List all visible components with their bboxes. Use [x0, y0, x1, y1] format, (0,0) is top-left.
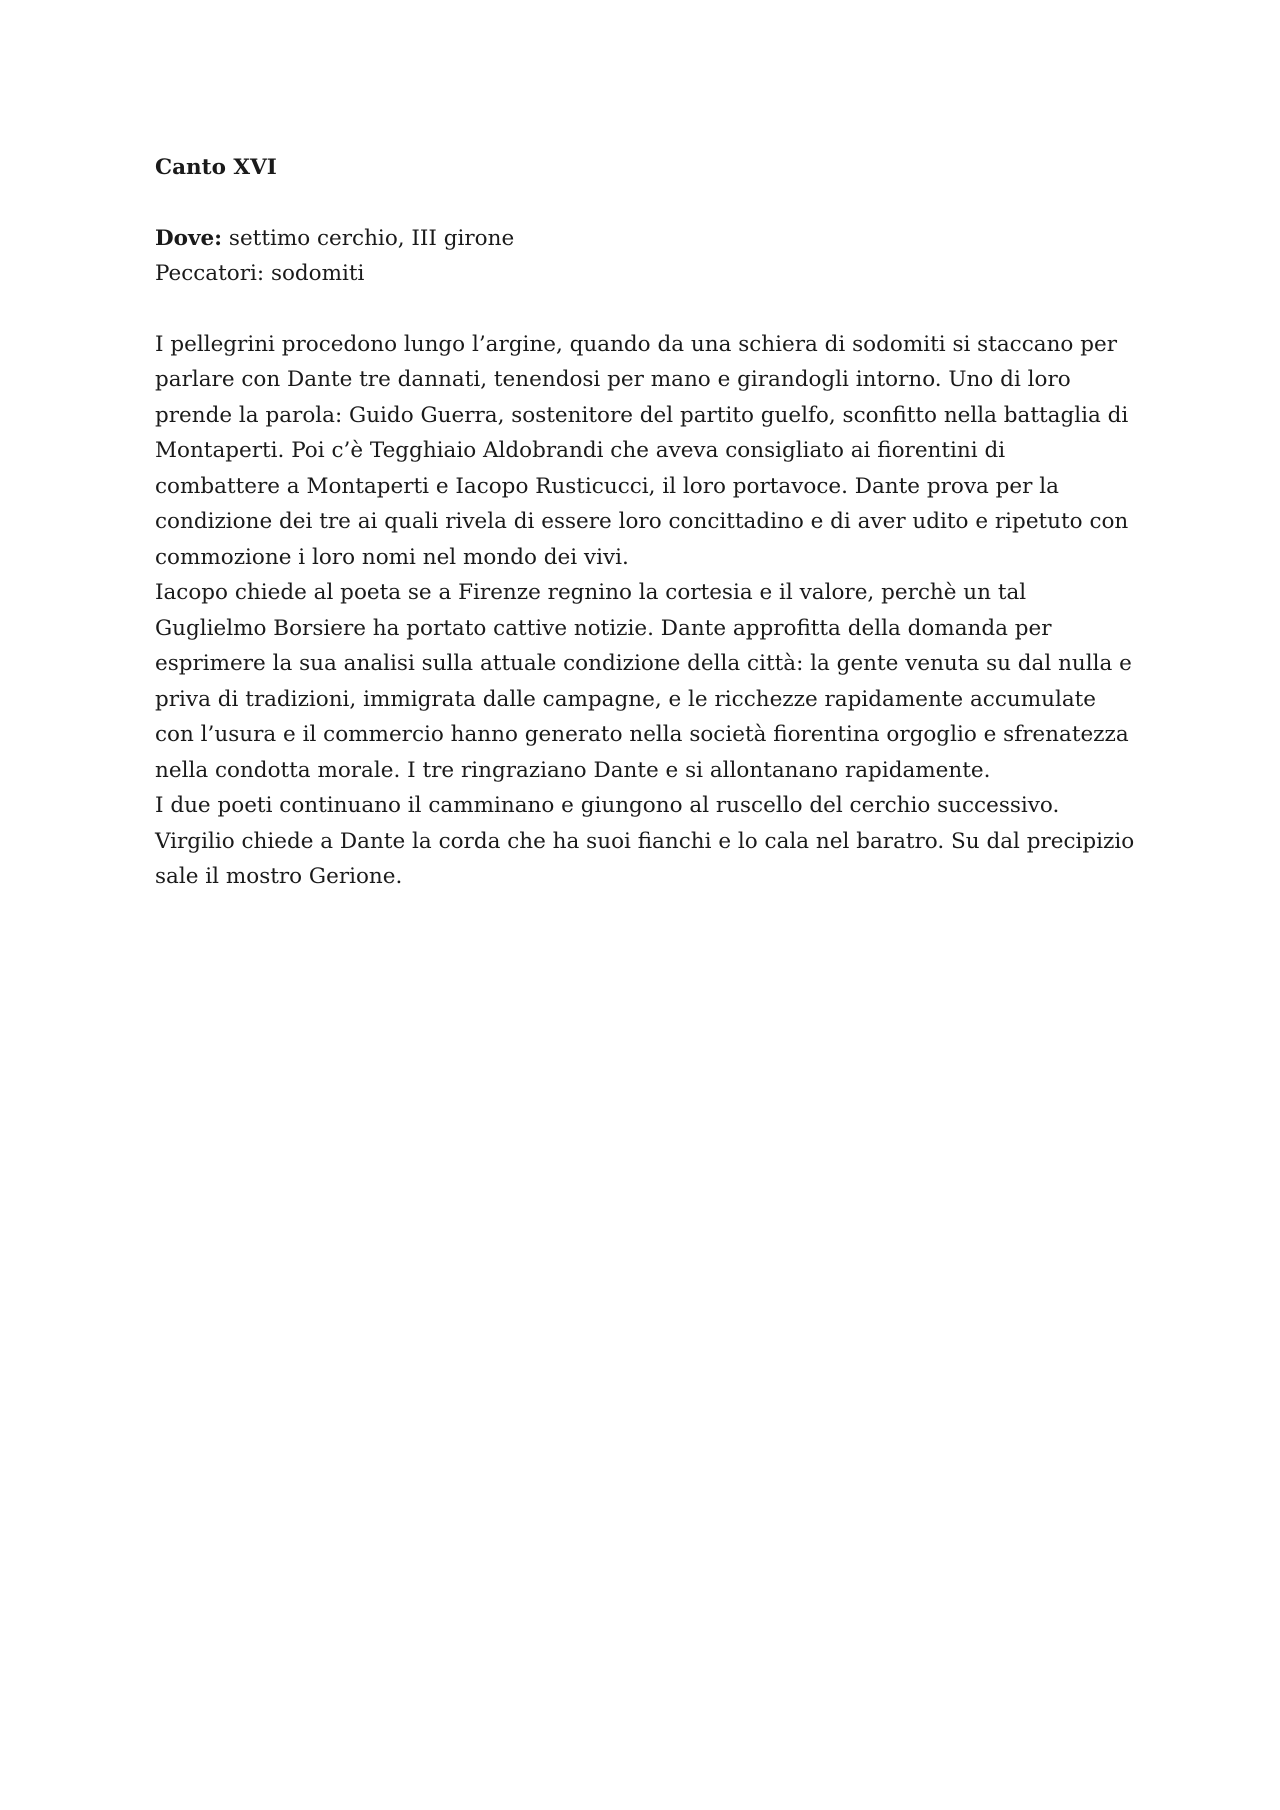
document-title: Canto XVI	[155, 155, 277, 180]
dove-line	[155, 221, 1135, 257]
peccatori-line: Peccatori: sodomiti	[155, 261, 365, 286]
dove-value: settimo cerchio, III girone	[222, 225, 515, 251]
document-page	[155, 150, 1135, 895]
paragraph-2: Iacopo chiede al poeta se a Firenze regnino la cortesia e il valore, perchè un tal Guglielmo Borsiere ha portato cattive notizie. Dante approfitta della domanda per esprimere la sua analisi sulla attuale condizione della città: la gente venuta su dal nulla e priva di tradizioni, immigrata dalle campagne, e le ricchezze rapidamente accumulate con l’usura e il commercio hanno generato nella società fiorentina orgoglio e sfrenatezza nella condotta morale. I tre ringraziano Dante e si allontanano rapidamente.	[155, 580, 1132, 783]
document-meta	[155, 221, 1135, 292]
paragraph-3: I due poeti continuano il camminano e giungono al ruscello del cerchio successivo. Virgilio chiede a Dante la corda che ha suoi fianchi e lo cala nel baratro. Su dal precipizio sale il mostro Gerione.	[155, 793, 1135, 889]
dove-label: Dove:	[155, 225, 223, 251]
paragraph-1: I pellegrini procedono lungo l’argine, quando da una schiera di sodomiti si staccano per parlare con Dante tre dannati, tenendosi per mano e girandogli intorno. Uno di loro prende la parola: Guido Guerra, sostenitore del partito guelfo, sconfitto nella battaglia di Montaperti. Poi c’è Tegghiaio Aldobrandi che aveva consigliato ai fiorentini di combattere a Montaperti e Iacopo Rusticucci, il loro portavoce. Dante prova per la condizione dei tre ai quali rivela di essere loro concittadino e di aver udito e ripetuto con commozione i loro nomi nel mondo dei vivi.	[155, 331, 1129, 570]
